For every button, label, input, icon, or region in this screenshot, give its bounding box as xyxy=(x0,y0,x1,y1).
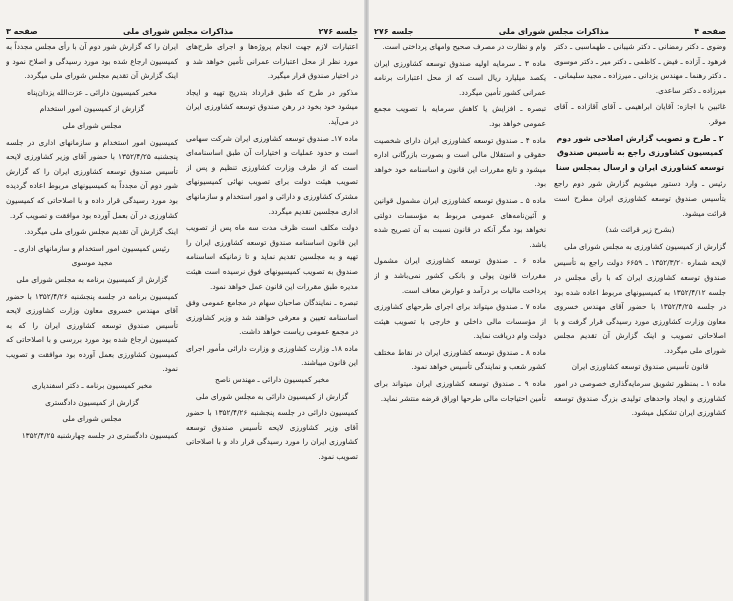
right-page xyxy=(370,0,730,601)
session-number: جلسه ۲۷۶ xyxy=(374,27,414,36)
text-columns xyxy=(374,40,726,597)
centered-line: مخبر کمیسیون برنامه ـ دکتر اسفندیاری xyxy=(31,381,153,391)
paragraph: کمیسیون دادگستری در جلسه چهارشنبه ۱۳۵۲/۴/۲۵ xyxy=(21,430,178,440)
paragraph: ماده ۸ ـ صندوق توسعه کشاورزی ایران در نقاط مختلف کشور شعب و نمایندگی تأسیس خواهد نمود. xyxy=(374,347,546,372)
paragraph: غائبین با اجازه: آقایان ابراهیمی ـ آقای آقازاده ـ آقای موقر. xyxy=(554,102,726,126)
paragraph: کمیسیون دارائی در جلسه پنجشنبه ۱۳۵۲/۴/۲۶ با حضور آقای وزیر کشاورزی لایحه تأسیس صندوق توسعه کشاورزی ایران را مورد رسیدگی قرار داد و با اصلاحاتی تصویب نمود. xyxy=(186,408,358,462)
paragraph: وضوی ـ دکتر رمضانی ـ دکتر شیبانی ـ طهماسبی ـ دکتر فرهود ـ آزاده ـ فیض ـ کاظمی ـ دکتر میر ـ دکتر موسوی ـ دکتر رهنما ـ مهندس یزدانی ـ میرزاده ـ مجید سلیمانی ـ میرزاده ـ دکتر ساعدی. xyxy=(554,42,726,95)
book-gutter xyxy=(364,0,369,601)
paragraph: دولت مکلف است ظرف مدت سه ماه پس از تصویب این قانون اساسنامه صندوق توسعه کشاورزی ایران را تهیه و به مجلسین تقدیم نماید و تا زمانیکه اساسنامه صندوق به تصویب کمیسیونهای فوق نرسیده است هیئت مدیره طبق مقررات این قانون عمل خواهد نمود. xyxy=(186,223,358,291)
paragraph: ماده ۵ ـ صندوق توسعه کشاورزی ایران مشمول قوانین و آئین‌نامه‌های عمومی مربوط به مؤسسات دولتی نخواهد بود مگر آنکه در قانون نسبت به آن تصریح شده باشد. xyxy=(374,195,546,249)
text-column xyxy=(186,40,358,597)
paragraph: اینک گزارش آن تقدیم مجلس شورای ملی میگردد. xyxy=(24,227,178,237)
paragraph: ماده ۷ ـ صندوق میتواند برای اجرای طرحهای کشاورزی از مؤسسات مالی داخلی و خارجی با تصویب هیئت دولت وام دریافت نماید. xyxy=(374,302,546,341)
centered-line: رئیس کمیسیون امور استخدام و سازمانهای اداری ـ مجید موسوی xyxy=(14,243,170,268)
centered-line: (بشرح زیر قرائت شد) xyxy=(605,225,675,235)
section-heading: ۲ ـ طرح و تصویب گزارش اصلاحی شور دوم کمیسیون کشاورزی راجع به تأسیس صندوق توسعه کشاورزی ایران و ارسال بمجلس سنا xyxy=(555,133,725,172)
centered-line: مجلس شورای ملی xyxy=(62,120,122,130)
paragraph: ماده ۱۷ـ صندوق توسعه کشاورزی ایران شرکت سهامی است و حدود عملیات و اختیارات آن طبق اساسنامه‌ای است که از طرف وزارت کشاورزی تنظیم و پس از تصویب هیئت دولت برای تصویب نهائی کمیسیونهای مشترک کشاورزی و دارائی و امور استخدام و سازمانهای اداری مجلسین تقدیم میگردد. xyxy=(186,133,358,216)
paragraph: لایحه شماره ۱۳۵۲/۳/۲۰ ـ ۶۶۵۹ دولت راجع به تأسیس صندوق توسعه کشاورزی ایران که با رأی مجلس در جلسه ۱۳۵۲/۴/۱۲ به کمیسیونهای مربوط اعاده شده بود در جلسه ۱۳۵۲/۴/۲۵ با حضور آقای مهندس خسروی معاون وزارت کشاورزی مورد رسیدگی قرار گرفت و با اصلاحاتی تصویب و اینک گزارش آن تقدیم مجلس شورای ملی میگردد. xyxy=(554,258,726,355)
paragraph: اعتبارات لازم جهت انجام پروژه‌ها و اجرای طرح‌های مورد نظر از محل اعتبارات عمرانی تأمین خواهد شد و در اختیار صندوق قرار میگیرد. xyxy=(186,42,358,81)
paragraph: ماده ۱ ـ بمنظور تشویق سرمایه‌گذاری خصوصی در امور کشاورزی و ایجاد واحدهای تولیدی بزرگ صندوق توسعه کشاورزی ایران تشکیل میشود. xyxy=(554,379,726,418)
centered-line: گزارش از کمیسیون دادگستری xyxy=(45,397,139,407)
centered-line: قانون تأسیس صندوق توسعه کشاورزی ایران xyxy=(571,362,709,372)
text-columns xyxy=(6,40,358,597)
paragraph: ماده ۳ ـ سرمایه اولیه صندوق توسعه کشاورزی ایران یکصد میلیارد ریال است که از محل اعتبارات برنامه عمرانی کشور تأمین میگردد. xyxy=(374,58,546,97)
paragraph: ماده ۶ ـ صندوق توسعه کشاورزی ایران مشمول مقررات قانون پولی و بانکی کشور نمی‌باشد و از پرداخت مالیات بر درآمد و عوارض معاف است. xyxy=(374,256,546,295)
paragraph: وام و نظارت در مصرف صحیح وامهای پرداختی است. xyxy=(382,42,546,51)
centered-line: گزارش از کمیسیون دارائی به مجلس شورای ملی xyxy=(195,391,349,401)
centered-line: مخبر کمیسیون دارائی ـ مهندس ناصح xyxy=(214,375,330,385)
paragraph: مذکور در طرح که طبق قرارداد بتدریج تهیه و ایجاد میشود خود بخود در رهن صندوق توسعه کشاورزی ایران در می‌آید. xyxy=(186,87,358,126)
journal-title: مذاکرات مجلس شورای ملی xyxy=(123,27,234,36)
journal-title: مذاکرات مجلس شورای ملی xyxy=(498,27,609,36)
text-column xyxy=(6,40,178,597)
centered-line: گزارش از کمیسیون امور استخدام xyxy=(39,104,145,114)
left-page xyxy=(2,0,362,601)
paragraph: رئیس ـ وارد دستور میشویم گزارش شور دوم راجع بتأسیس صندوق توسعه کشاورزی ایران مطرح است قرائت میشود. xyxy=(554,179,726,218)
page-number: صفحه ۳ xyxy=(6,27,38,36)
paragraph: کمیسیون برنامه در جلسه پنجشنبه ۱۳۵۲/۴/۲۶ با حضور آقای مهندس خسروی معاون وزارت کشاورزی لایحه تأسیس صندوق توسعه کشاورزی ایران را که به کمیسیون ارجاع شده بود مورد بررسی و با اصلاحاتی که کمیسیون کشاورزی بعمل آورده بود موافقت و تصویب نمود. xyxy=(6,291,178,374)
paragraph: تبصره ـ افزایش یا کاهش سرمایه با تصویب مجمع عمومی خواهد بود. xyxy=(374,104,546,128)
centered-line: مخبر کمیسیون دارائی ـ عزت‌الله یزدان‌پناه xyxy=(27,87,157,97)
paragraph: کمیسیون امور استخدام و سازمانهای اداری در جلسه پنجشنبه ۱۳۵۲/۴/۲۵ با حضور آقای وزیر کشاورزی لایحه تأسیس صندوق توسعه کشاورزی ایران را که گزارش شور دوم آن مجدداً به کمیسیونهای مربوط اعاده گردیده بود مورد رسیدگی قرار داده و با اصلاحاتی که کمیسیون کشاورزی در آن بعمل آورده بود موافقت و تصویب کرد. xyxy=(6,137,178,220)
page-header xyxy=(374,22,726,39)
paragraph: ایران را که گزارش شور دوم آن با رأی مجلس مجدداً به کمیسیون ارجاع شده بود مورد رسیدگی و اصلاح نمود و اینک گزارش آن تقدیم مجلس شورای ملی میگردد. xyxy=(6,42,178,81)
centered-line: گزارش از کمیسیون برنامه به مجلس شورای ملی xyxy=(16,274,168,284)
paragraph: ماده ۴ ـ صندوق توسعه کشاورزی ایران دارای شخصیت حقوقی و استقلال مالی است و بصورت بازرگانی اداره میشود و تابع مقررات این قانون و اساسنامه خود خواهد بود. xyxy=(374,135,546,189)
paragraph: گزارش از کمیسیون کشاورزی به مجلس شورای ملی xyxy=(564,241,726,251)
text-column xyxy=(554,40,726,597)
paragraph: تبصره ـ نمایندگان صاحبان سهام در مجامع عمومی وفق اساسنامه تعیین و معرفی خواهند شد و وزیر کشاورزی در مجمع عمومی ریاست خواهد داشت. xyxy=(186,298,358,337)
centered-line: مجلس شورای ملی xyxy=(62,414,122,424)
paragraph: ماده ۹ ـ صندوق توسعه کشاورزی ایران میتواند برای تأمین احتیاجات مالی طرحها اوراق قرضه منتشر نماید. xyxy=(374,379,546,403)
paragraph: ماده ۱۸ـ وزارت کشاورزی و وزارت دارائی مأمور اجرای این قانون میباشند. xyxy=(186,343,358,368)
page-number: صفحه ۴ xyxy=(694,27,726,36)
text-column xyxy=(374,40,546,597)
session-number: جلسه ۲۷۶ xyxy=(318,27,358,36)
page-header xyxy=(6,22,358,39)
